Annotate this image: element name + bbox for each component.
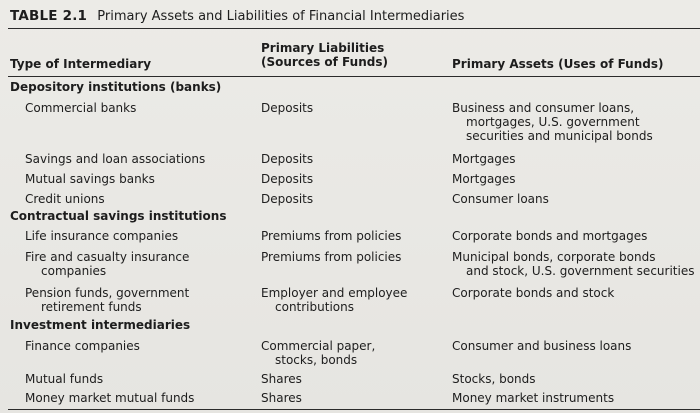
cell-line: Shares xyxy=(261,372,302,386)
cell-assets xyxy=(452,229,647,243)
cell-intermediary-type xyxy=(25,172,155,186)
cell-liabilities xyxy=(261,192,313,206)
cell-line: Commercial paper, xyxy=(261,339,376,353)
cell-assets xyxy=(452,339,631,353)
cell-line: securities and municipal bonds xyxy=(466,129,653,143)
cell-assets xyxy=(452,192,549,206)
cell-assets xyxy=(452,372,536,386)
table-number: TABLE 2.1 xyxy=(10,8,88,24)
cell-assets xyxy=(452,391,614,405)
table-caption: Primary Assets and Liabilities of Financial Intermediaries xyxy=(97,9,465,24)
header-liabilities xyxy=(261,41,388,69)
cell-line: stocks, bonds xyxy=(275,353,358,367)
cell-line: Deposits xyxy=(261,152,314,166)
cell-line: retirement funds xyxy=(41,300,142,314)
cell-line: and stock, U.S. government securities xyxy=(466,264,695,278)
cell-line: Premiums from policies xyxy=(261,229,402,243)
cell-intermediary-type xyxy=(25,391,194,405)
cell-assets xyxy=(452,152,516,166)
cell-line: Deposits xyxy=(261,101,314,115)
cell-line: mortgages, U.S. government xyxy=(466,115,640,129)
cell-line: Mutual funds xyxy=(25,372,104,386)
cell-liabilities xyxy=(261,101,313,115)
cell-line: Mortgages xyxy=(452,152,516,166)
header-rule xyxy=(8,76,700,77)
cell-liabilities xyxy=(261,229,401,243)
cell-line: Commercial banks xyxy=(25,101,137,115)
cell-intermediary-type xyxy=(25,286,189,314)
cell-line: Finance companies xyxy=(25,339,140,353)
cell-line: Money market mutual funds xyxy=(25,391,195,405)
header-type: Type of Intermediary xyxy=(10,57,152,71)
cell-line: Premiums from policies xyxy=(261,250,402,264)
cell-liabilities xyxy=(261,339,375,367)
cell-line: Credit unions xyxy=(25,192,105,206)
cell-intermediary-type xyxy=(25,339,140,353)
cell-line: Municipal bonds, corporate bonds xyxy=(452,250,656,264)
cell-liabilities xyxy=(261,286,407,314)
cell-line: Consumer and business loans xyxy=(452,339,632,353)
cell-line: Consumer loans xyxy=(452,192,549,206)
cell-assets xyxy=(452,101,653,143)
cell-line: Mutual savings banks xyxy=(25,172,155,186)
cell-line: Deposits xyxy=(261,172,314,186)
table-title xyxy=(10,8,464,24)
bottom-rule xyxy=(8,409,700,410)
cell-line: companies xyxy=(41,264,107,278)
cell-line: Shares xyxy=(261,391,302,405)
cell-intermediary-type xyxy=(25,152,205,166)
cell-line: Corporate bonds and stock xyxy=(452,286,615,300)
top-rule xyxy=(8,28,700,29)
header-assets: Primary Assets (Uses of Funds) xyxy=(452,57,664,71)
cell-line: Fire and casualty insurance xyxy=(25,250,190,264)
cell-liabilities xyxy=(261,372,302,386)
cell-assets xyxy=(452,172,516,186)
cell-line: Savings and loan associations xyxy=(25,152,206,166)
cell-line: Employer and employee xyxy=(261,286,408,300)
cell-line: contributions xyxy=(275,300,354,314)
cell-line: Mortgages xyxy=(452,172,516,186)
cell-assets xyxy=(452,250,694,278)
cell-line: Deposits xyxy=(261,192,314,206)
section-title: Investment intermediaries xyxy=(10,318,191,332)
cell-line: Life insurance companies xyxy=(25,229,179,243)
cell-line: Business and consumer loans, xyxy=(452,101,635,115)
cell-intermediary-type xyxy=(25,192,105,206)
cell-intermediary-type xyxy=(25,250,189,278)
header-liabilities-line1: Primary Liabilities xyxy=(261,41,385,55)
section-title: Contractual savings institutions xyxy=(10,209,227,223)
cell-liabilities xyxy=(261,391,302,405)
cell-intermediary-type xyxy=(25,372,103,386)
cell-liabilities xyxy=(261,172,313,186)
section-title: Depository institutions (banks) xyxy=(10,80,222,94)
cell-line: Pension funds, government xyxy=(25,286,190,300)
cell-line: Stocks, bonds xyxy=(452,372,536,386)
cell-liabilities xyxy=(261,250,401,264)
cell-liabilities xyxy=(261,152,313,166)
header-liabilities-line2: (Sources of Funds) xyxy=(261,55,388,69)
cell-intermediary-type xyxy=(25,101,136,115)
cell-assets xyxy=(452,286,614,300)
cell-intermediary-type xyxy=(25,229,178,243)
cell-line: Money market instruments xyxy=(452,391,615,405)
cell-line: Corporate bonds and mortgages xyxy=(452,229,648,243)
